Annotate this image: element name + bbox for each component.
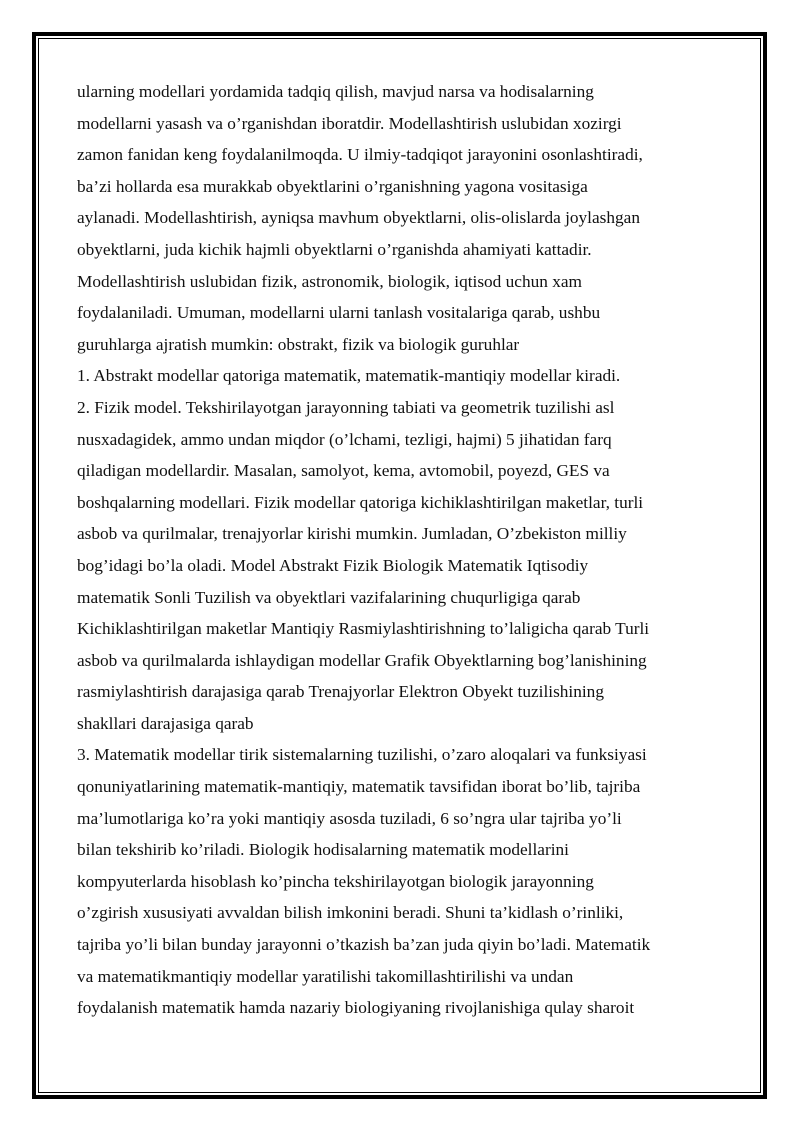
text-line: asbob va qurilmalarda ishlaydigan modellar Grafik Obyektlarning bog’lanishining [77,650,647,670]
list-item-fizik: 2. Fizik model. Tekshirilayotgan jarayonning tabiati va geometrik tuzilishi asl [77,397,615,417]
text-line: ba’zi hollarda esa murakkab obyektlarini o’rganishning yagona vositasiga [77,176,588,196]
text-line: nusxadagidek, ammo undan miqdor (o’lchami, tezligi, hajmi) 5 jihatidan farq [77,429,612,449]
list-item-abstrakt: 1. Abstrakt modellar qatoriga matematik, matematik-mantiqiy modellar kiradi. [77,366,621,386]
text-line: rasmiylashtirish darajasiga qarab Trenajyorlar Elektron Obyekt tuzilishining [77,682,604,702]
text-line: qiladigan modellardir. Masalan, samolyot, kema, avtomobil, poyezd, GES va [77,461,610,481]
text-line: qonuniyatlarining matematik-mantiqiy, matematik tavsifidan iborat bo’lib, tajriba [77,777,641,797]
text-line: va matematikmantiqiy modellar yaratilishi takomillashtirilishi va undan [77,966,574,986]
text-line: bog’idagi bo’la oladi. Model Abstrakt Fizik Biologik Matematik Iqtisodiy [77,555,589,575]
text-line: Kichiklashtirilgan maketlar Mantiqiy Rasmiylashtirishning to’laligicha qarab Turli [77,619,650,639]
text-line: modellarni yasash va o’rganishdan iboratdir. Modellashtirish uslubidan xozirgi [77,113,622,133]
text-line: obyektlarni, juda kichik hajmli obyektlarni o’rganishda ahamiyati kattadir. [77,239,592,259]
text-line: foydalaniladi. Umuman, modellarni ularni tanlash vositalariga qarab, ushbu [77,303,601,323]
text-line: Modellashtirish uslubidan fizik, astronomik, biologik, iqtisod uchun xam [77,271,582,291]
text-line: bilan tekshirib ko’riladi. Biologik hodisalarning matematik modellarini [77,840,569,860]
text-line: asbob va qurilmalar, trenajyorlar kirishi mumkin. Jumladan, O’zbekiston milliy [77,524,627,544]
text-line: tajriba yo’li bilan bunday jarayonni o’tkazish ba’zan juda qiyin bo’ladi. Matematik [77,935,651,955]
text-line: kompyuterlarda hisoblash ko’pincha tekshirilayotgan biologik jarayonning [77,871,594,891]
text-line: ularning modellari yordamida tadqiq qilish, mavjud narsa va hodisalarning [77,82,594,101]
text-line: boshqalarning modellari. Fizik modellar qatoriga kichiklashtirilgan maketlar, turli [77,492,644,512]
text-line: matematik Sonli Tuzilish va obyektlari vazifalarining chuqurligiga qarab [77,587,581,607]
list-item-matematik: 3. Matematik modellar tirik sistemalarning tuzilishi, o’zaro aloqalari va funksiyasi [77,745,647,765]
text-line: ma’lumotlariga ko’ra yoki mantiqiy asosda tuziladi, 6 so’ngra ular tajriba yo’li [77,808,622,828]
text-line: aylanadi. Modellashtirish, ayniqsa mavhum obyektlarni, olis-olislarda joylashgan [77,208,640,228]
text-line: shakllari darajasiga qarab [77,713,254,733]
document-body [77,76,727,1024]
text-line: o’zgirish xususiyati avvaldan bilish imkonini beradi. Shuni ta’kidlash o’rinliki, [77,903,624,923]
text-line: guruhlarga ajratish mumkin: obstrakt, fizik va biologik guruhlar [77,334,520,354]
text-line: foydalanish matematik hamda nazariy biologiyaning rivojlanishiga qulay sharoit [77,998,635,1018]
text-line: zamon fanidan keng foydalanilmoqda. U ilmiy-tadqiqot jarayonini osonlashtiradi, [77,145,643,165]
